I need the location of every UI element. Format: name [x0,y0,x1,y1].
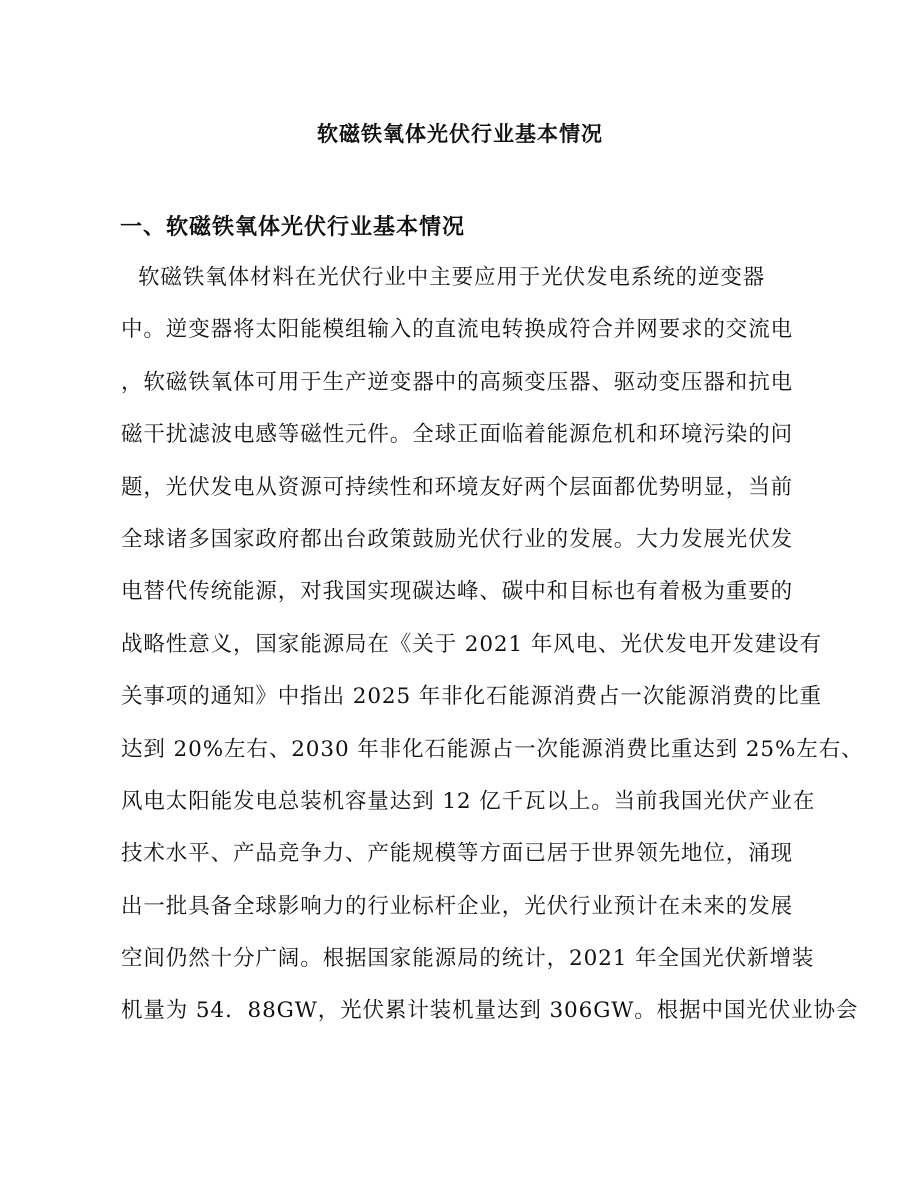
paragraph-line: 关事项的通知》中指出 2025 年非化石能源消费占一次能源消费的比重 [121,684,822,710]
paragraph-line: 战略性意义，国家能源局在《关于 2021 年风电、光伏发电开发建设有 [121,631,822,657]
paragraph-line: 全球诸多国家政府都出台政策鼓励光伏行业的发展。大力发展光伏发 [121,526,794,552]
paragraph-line: 出一批具备全球影响力的行业标杆企业，光伏行业预计在未来的发展 [121,893,794,919]
paragraph-line: 题，光伏发电从资源可持续性和环境友好两个层面都优势明显，当前 [121,474,794,500]
document-title: 软磁铁氧体光伏行业基本情况 [317,121,603,146]
paragraph-line: 中。逆变器将太阳能模组输入的直流电转换成符合并网要求的交流电 [121,317,794,343]
paragraph-line: 电替代传统能源，对我国实现碳达峰、碳中和目标也有着极为重要的 [121,579,794,605]
paragraph-line: ，软磁铁氧体可用于生产逆变器中的高频变压器、驱动变压器和抗电 [121,369,794,395]
paragraph-line: 技术水平、产品竞争力、产能规模等方面已居于世界领先地位，涌现 [121,841,794,867]
paragraph-line: 磁干扰滤波电感等磁性元件。全球正面临着能源危机和环境污染的问 [121,422,794,448]
paragraph-line: 空间仍然十分广阔。根据国家能源局的统计，2021 年全国光伏新增装 [121,946,815,972]
paragraph-line: 软磁铁氧体材料在光伏行业中主要应用于光伏发电系统的逆变器 [138,265,766,290]
section-heading: 一、软磁铁氧体光伏行业基本情况 [120,214,466,240]
body-paragraph [121,256,864,1042]
paragraph-line: 风电太阳能发电总装机容量达到 12 亿千瓦以上。当前我国光伏产业在 [121,788,816,814]
paragraph-line: 机量为 54．88GW，光伏累计装机量达到 306GW。根据中国光伏业协会 [121,998,859,1024]
paragraph-line: 达到 20%左右、2030 年非化石能源占一次能源消费比重达到 25%左右、 [121,736,864,762]
